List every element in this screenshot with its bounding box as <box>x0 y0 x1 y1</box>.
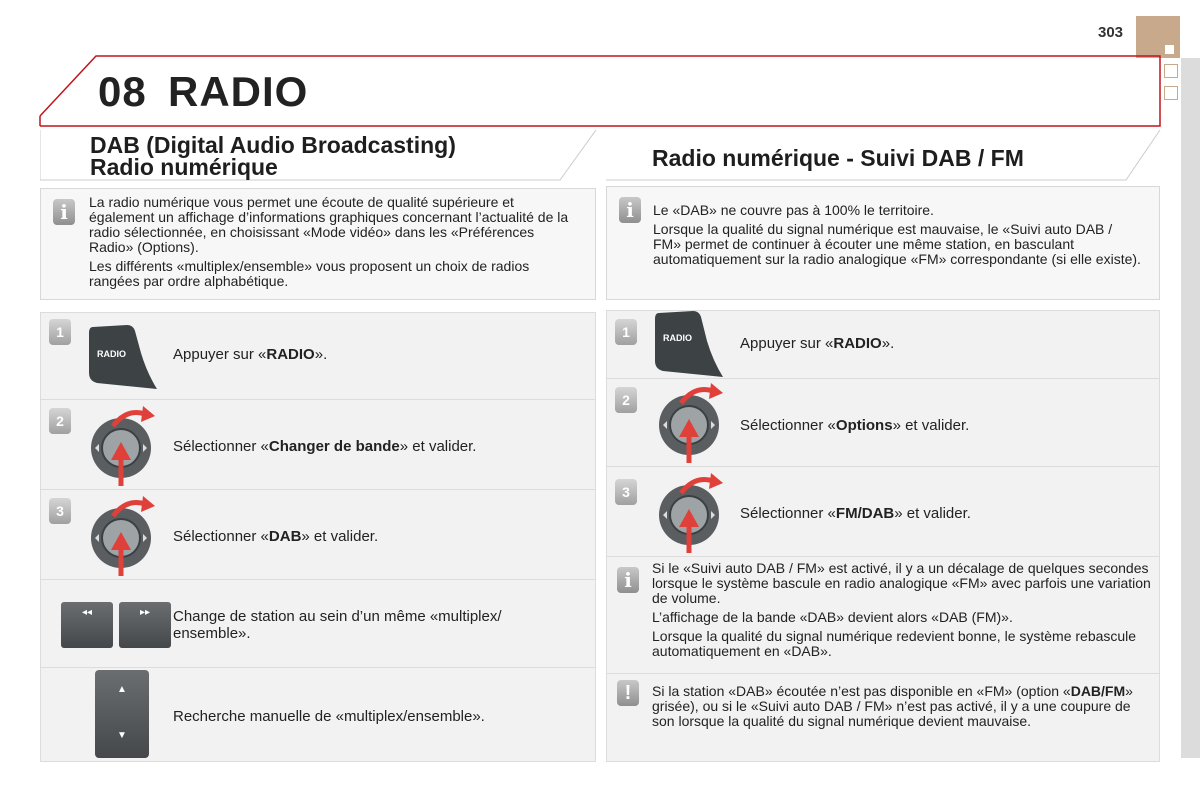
left-step-1 <box>41 313 595 400</box>
step-number-badge: 1 <box>49 319 71 345</box>
right-info-text <box>653 203 1143 271</box>
step-number-badge: 3 <box>615 479 637 505</box>
right-warning-box <box>607 674 1159 761</box>
chapter-title: RADIO <box>168 68 309 115</box>
left-header-line1: DAB (Digital Audio Broadcasting) <box>90 132 456 158</box>
radio-button-icon <box>653 311 727 379</box>
up-down-buttons-icon <box>95 670 149 758</box>
left-info-text <box>89 195 579 293</box>
left-manual-text: Recherche manuelle de «multiplex/ensemble». <box>173 708 485 725</box>
rotary-knob-icon <box>655 469 727 555</box>
side-thumb-bar <box>1181 58 1200 758</box>
left-seek-row <box>41 580 595 668</box>
right-step-3-text: Sélectionner «FM/DAB» et valider. <box>740 505 971 522</box>
radio-button-icon <box>87 323 161 391</box>
step-number-badge: 2 <box>49 408 71 434</box>
left-step-2 <box>41 400 595 490</box>
right-step-3 <box>607 467 1159 557</box>
right-info-p2: Lorsque la qualité du signal numérique est mauvaise, le «Suivi auto DAB / FM» permet de continuer à écouter une même station, en basculant automatiquement sur la radio analogique «FM» correspondante (si elle existe). <box>653 221 1141 267</box>
right-info-box <box>606 186 1160 300</box>
step-number-badge: 1 <box>615 319 637 345</box>
right-step-2-text: Sélectionner «Options» et valider. <box>740 417 970 434</box>
right-note-box <box>607 557 1159 674</box>
radio-button-label: RADIO <box>663 333 692 343</box>
right-warning-text: Si la station «DAB» écoutée n’est pas disponible en «FM» (option «DAB/FM» grisée), ou si le «Suivi auto DAB / FM» n’est pas activé, il y a une coupure de son lorsque la qualité du signal numérique devient mauvaise. <box>652 683 1133 729</box>
left-manual-row <box>41 668 595 761</box>
right-step-2 <box>607 379 1159 467</box>
right-note-p1: Si le «Suivi auto DAB / FM» est activé, il y a un décalage de quelques secondes lorsque le système bascule en radio analogique «FM» avec parfois une variation de volume. <box>652 560 1151 606</box>
chapter-number: 08 <box>98 68 147 115</box>
left-seek-text: Change de station au sein d’un même «multiplex/ ensemble». <box>173 608 502 642</box>
rotary-knob-icon <box>655 379 727 465</box>
step-number-badge: 2 <box>615 387 637 413</box>
right-note-text <box>652 561 1152 663</box>
rotary-knob-icon <box>87 402 159 488</box>
rotary-knob-icon <box>87 492 159 578</box>
right-header: Radio numérique - Suivi DAB / FM <box>652 145 1024 171</box>
right-note-p3: Lorsque la qualité du signal numérique redevient bonne, le système rebascule automatiquement en «DAB». <box>652 628 1137 659</box>
seek-back-button-icon: ◂◂ <box>61 602 113 648</box>
left-info-p2: Les différents «multiplex/ensemble» vous proposent un choix de radios rangées par ordre alphabétique. <box>89 258 530 289</box>
warning-icon: ! <box>617 680 639 706</box>
seek-forward-button-icon: ▸▸ <box>119 602 171 648</box>
info-icon: i <box>619 197 641 223</box>
left-step-3-text: Sélectionner «DAB» et valider. <box>173 528 379 545</box>
left-header <box>90 134 456 178</box>
info-icon: i <box>53 199 75 225</box>
left-step-2-text: Sélectionner «Changer de bande» et valider. <box>173 438 477 455</box>
left-step-3 <box>41 490 595 580</box>
left-header-line2: Radio numérique <box>90 154 278 180</box>
right-step-1 <box>607 311 1159 379</box>
left-info-p1: La radio numérique vous permet une écoute de qualité supérieure et également un affichage d’informations graphiques concernant l’actualité de la radio sélectionnée, en choisissant «Mode vidéo» dans les «Préférences Radio» (Options). <box>89 194 569 255</box>
right-note-p2: L’affichage de la bande «DAB» devient alors «DAB (FM)». <box>652 609 1013 625</box>
step-number-badge: 3 <box>49 498 71 524</box>
info-icon: i <box>617 567 639 593</box>
radio-button-label: RADIO <box>97 349 126 359</box>
page-number: 303 <box>1098 24 1124 41</box>
left-step-1-text: Appuyer sur «RADIO». <box>173 346 328 363</box>
right-info-p1: Le «DAB» ne couvre pas à 100% le territoire. <box>653 202 934 218</box>
right-step-1-text: Appuyer sur «RADIO». <box>740 335 895 352</box>
down-arrow-icon: ▼ <box>117 730 127 741</box>
left-info-box <box>40 188 596 300</box>
up-arrow-icon: ▲ <box>117 684 127 695</box>
